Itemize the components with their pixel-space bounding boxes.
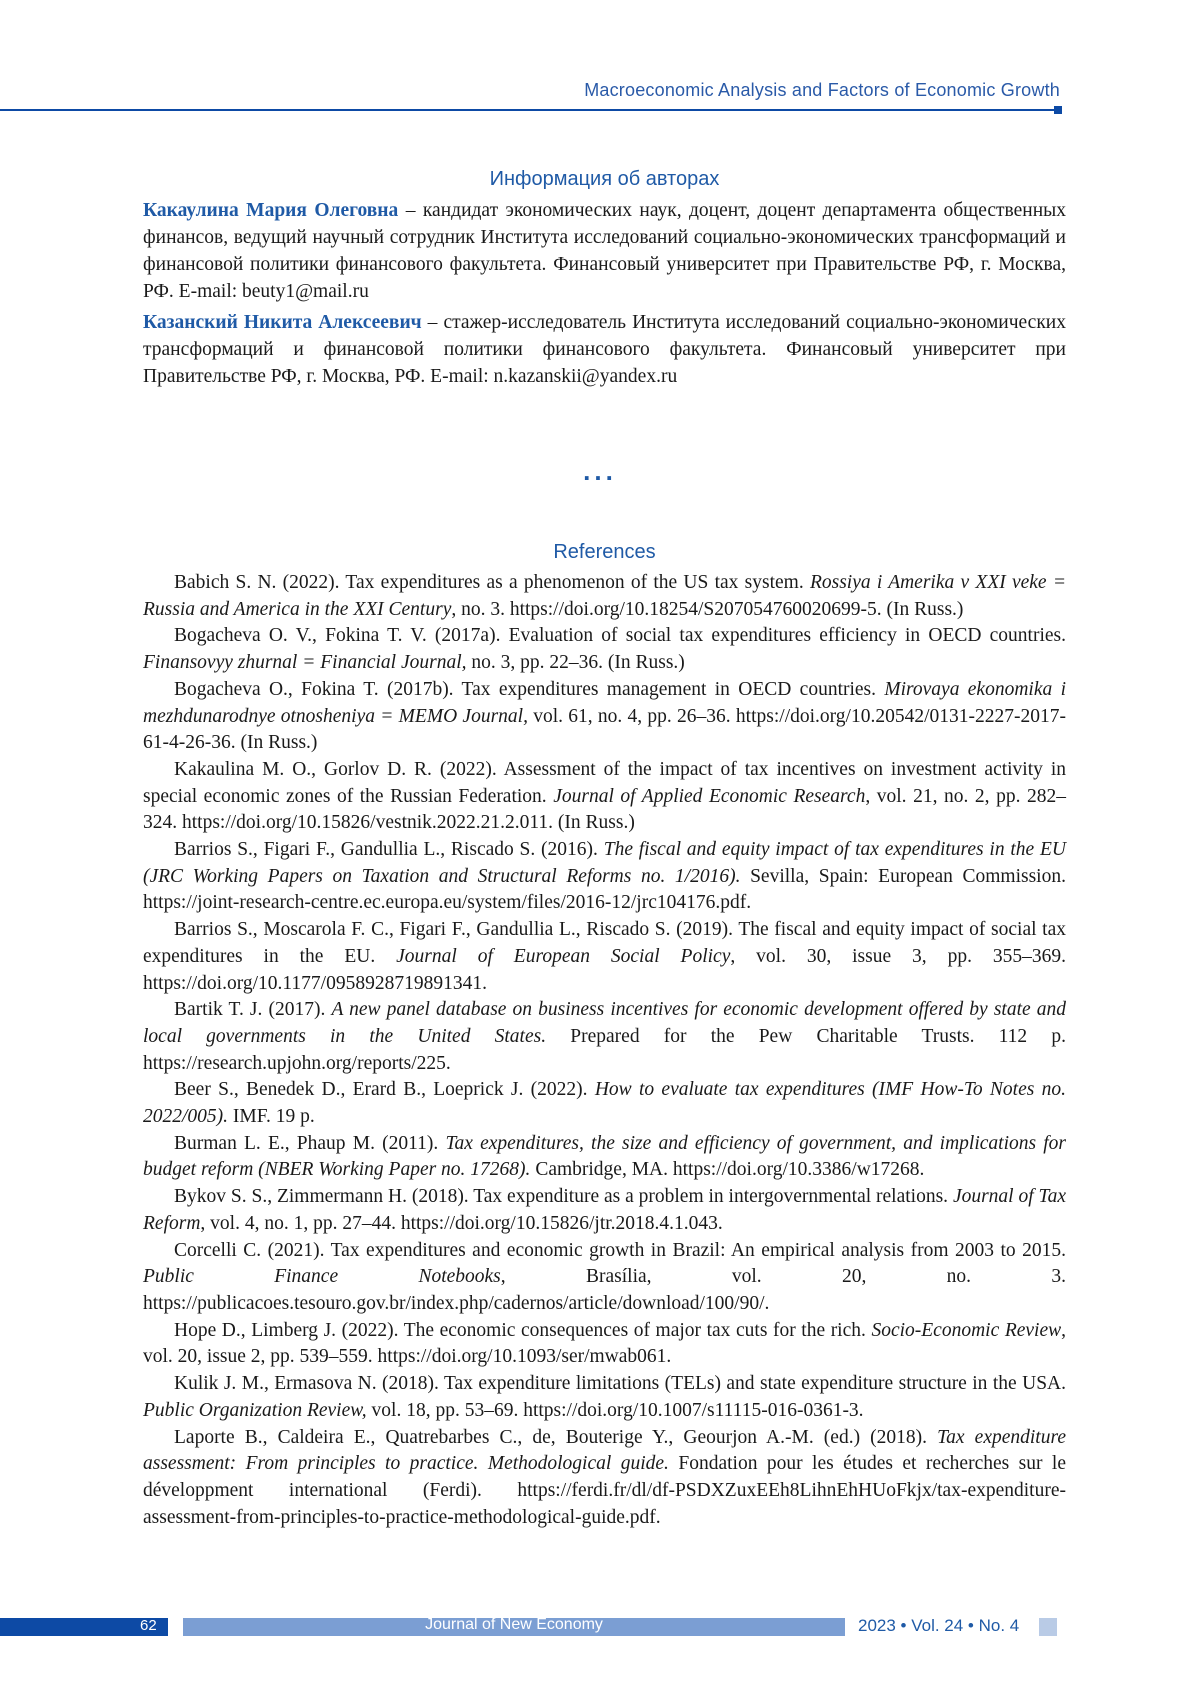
journal-name: Journal of New Economy (425, 1616, 603, 1633)
reference-text: Corcelli C. (2021). Tax expenditures and economic growth in Brazil: An empirical analysis from 2003 to 2015. (174, 1239, 1066, 1261)
reference-source: The fiscal and equity impact of tax expenditures in the EU (JRC Working Papers on Taxation and Structural Reforms no. 1/2016). (143, 839, 1066, 887)
footer-end-square (1039, 1618, 1057, 1636)
section-separator: ... (583, 456, 617, 486)
reference-entry (143, 1318, 1066, 1371)
reference-text: , no. 3. https://doi.org/10.18254/S207054760020699-5. (In Russ.) (451, 598, 964, 620)
reference-text: Cambridge, MA. https://doi.org/10.3386/w17268. (530, 1159, 925, 1181)
reference-text: vol. 18, pp. 53–69. https://doi.org/10.1007/s11115-016-0361-3. (366, 1399, 864, 1421)
header-rule-end-square (1054, 106, 1062, 114)
reference-text: Hope D., Limberg J. (2022). The economic consequences of major tax cuts for the rich. (174, 1319, 872, 1341)
reference-text: Bogacheva O., Fokina T. (2017b). Tax expenditures management in OECD countries. (174, 678, 885, 700)
author-bio: – стажер-исследователь Института исследований социально-экономических трансформаций и финансовой политики финансового факультета. Финансовый университет при Правительстве РФ, г. Москва, РФ. E-mail: n.kazanskii@yandex.ru (143, 312, 1066, 387)
reference-text: Laporte B., Caldeira E., Quatrebarbes C., de, Bouterige Y., Geourjon A.-M. (ed.) (2018). (174, 1426, 938, 1448)
reference-source: Public Organization Review, (143, 1399, 367, 1421)
authors-section (143, 168, 1066, 394)
reference-text: Babich S. N. (2022). Tax expenditures as a phenomenon of the US tax system. (174, 572, 810, 593)
reference-entry (143, 1425, 1066, 1532)
reference-text: Kulik J. M., Ermasova N. (2018). Tax expenditure limitations (TELs) and state expenditure structure in the USA. (174, 1373, 1066, 1395)
authors-heading: Информация об авторах (489, 168, 720, 190)
reference-entry (143, 1077, 1066, 1130)
reference-entry (143, 1371, 1066, 1424)
reference-text: Bogacheva O. V., Fokina T. V. (2017a). Evaluation of social tax expenditures efficiency in OECD countries. (174, 625, 1066, 647)
reference-entry (143, 917, 1066, 997)
reference-entry (143, 1184, 1066, 1237)
author-bio: – кандидат экономических наук, доцент, доцент департамента общественных финансов, ведущий научный сотрудник Института исследований социально-экономических трансформаций и финансовой политики финансового факультета. Финансовый университет при Правительстве РФ, г. Москва, РФ. E-mail: beuty1@mail.ru (143, 200, 1066, 302)
reference-entry (143, 997, 1066, 1077)
reference-entry (143, 623, 1066, 676)
reference-text: IMF. 19 p. (228, 1106, 315, 1128)
reference-text: , vol. 30, issue 3, pp. 355–369. https://doi.org/10.1177/0958928719891341. (143, 945, 1066, 994)
references-section (143, 541, 1066, 1531)
reference-source: Journal of Tax Reform (143, 1186, 1066, 1234)
reference-source: Finansovyy zhurnal = Financial Journal, (143, 652, 467, 674)
reference-source: Mirovaya ekonomika i mezhdunarodnye otnosheniya = MEMO Journal, (143, 678, 1066, 727)
reference-list (143, 570, 1066, 1531)
running-title: Macroeconomic Analysis and Factors of Economic Growth (584, 80, 1060, 100)
reference-entry (143, 1131, 1066, 1184)
author-name: Какаулина Мария Олеговна (143, 200, 399, 221)
author-entry (143, 197, 1066, 305)
reference-entry (143, 677, 1066, 757)
reference-source: Public Finance Notebooks (143, 1266, 501, 1288)
reference-text: Fondation pour les études et recherches sur le développment international (Ferdi). https://ferdi.fr/dl/df-PSDXZuxEEh8LihnEhHUoFkjx/tax-expenditure-assessment-from-principles-to-practice-methodological-guide.pdf. (143, 1453, 1066, 1528)
reference-source: Socio-Economic Review (871, 1319, 1062, 1341)
reference-source: How to evaluate tax expenditures (IMF How-To Notes no. 2022/005). (143, 1079, 1066, 1128)
reference-source: Journal of Applied Economic Research (553, 785, 866, 807)
reference-entry (143, 757, 1066, 837)
reference-text: vol. 61, no. 4, pp. 26–36. https://doi.org/10.20542/0131-2227-2017-61-4-26-36. (In Russ.) (143, 705, 1066, 754)
reference-entry (143, 1238, 1066, 1318)
reference-text: Bartik T. J. (2017). (174, 999, 332, 1021)
reference-source: Tax expenditure assessment: From principles to practice. Methodological guide. (143, 1426, 1066, 1475)
reference-text: Barrios S., Moscarola F. C., Figari F., Gandullia L., Riscado S. (2019). The fiscal and equity impact of social tax expenditures in the EU. (143, 919, 1066, 967)
page-number: 62 (140, 1617, 157, 1634)
reference-entry (143, 837, 1066, 917)
author-name: Казанский Никита Алексеевич (143, 312, 422, 333)
reference-text: no. 3, pp. 22–36. (In Russ.) (466, 652, 685, 674)
reference-text: , vol. 20, issue 2, pp. 539–559. https://doi.org/10.1093/ser/mwab061. (143, 1319, 1066, 1368)
reference-text: , vol. 21, no. 2, pp. 282–324. https://doi.org/10.15826/vestnik.2022.21.2.011. (In Russ.) (143, 785, 1066, 834)
reference-text: Prepared for the Pew Charitable Trusts. 112 p. https://research.upjohn.org/reports/225. (143, 1025, 1066, 1074)
issue-info: 2023 • Vol. 24 • No. 4 (858, 1616, 1020, 1635)
reference-text: Burman L. E., Phaup M. (2011). (174, 1132, 446, 1154)
reference-entry (143, 570, 1066, 623)
reference-text: , Brasília, vol. 20, no. 3. https://publicacoes.tesouro.gov.br/index.php/cadernos/article/download/100/90/. (143, 1266, 1066, 1314)
reference-text: Sevilla, Spain: European Commission. https://joint-research-centre.ec.europa.eu/system/files/2016-12/jrc104176.pdf. (143, 865, 1066, 914)
reference-text: Barrios S., Figari F., Gandullia L., Riscado S. (2016). (174, 839, 604, 861)
reference-text: , vol. 4, no. 1, pp. 27–44. https://doi.org/10.15826/jtr.2018.4.1.043. (200, 1212, 723, 1234)
reference-source: Rossiya i Amerika v XXI veke = Russia and America in the XXI Century (143, 572, 1066, 620)
reference-text: Beer S., Benedek D., Erard B., Loeprick J. (2022). (174, 1079, 595, 1101)
reference-text: Kakaulina M. O., Gorlov D. R. (2022). Assessment of the impact of tax incentives on investment activity in special economic zones of the Russian Federation. (143, 758, 1066, 807)
reference-source: A new panel database on business incentives for economic development offered by state and local governments in the United States. (143, 999, 1066, 1047)
references-heading: References (553, 541, 656, 563)
author-entry (143, 309, 1066, 390)
reference-source: Journal of European Social Policy (396, 945, 731, 967)
header-rule (0, 109, 1060, 111)
reference-source: Tax expenditures, the size and efficiency of government, and implications for budget reform (NBER Working Paper no. 17268). (143, 1132, 1067, 1181)
reference-text: Bykov S. S., Zimmermann H. (2018). Tax expenditure as a problem in intergovernmental relations. (174, 1186, 953, 1208)
